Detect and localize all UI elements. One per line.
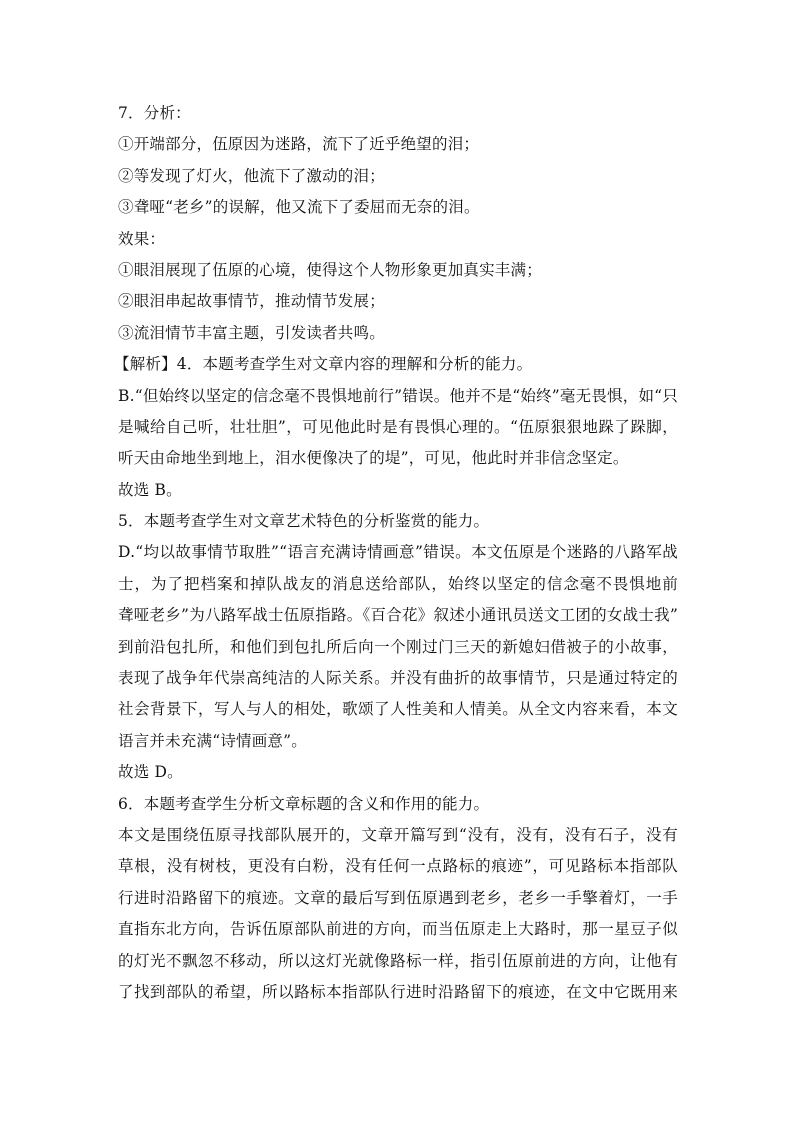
- text-line: 草根，没有树枝，更没有白粉，没有任何一点路标的痕迹”，可见路标本指部队: [118, 857, 678, 876]
- text-line: 是喊给自己听，壮壮胆”，可见他此时是有畏惧心理的。“伍原狠狠地跺了跺脚，: [118, 417, 678, 436]
- text-line: ②等发现了灯火，他流下了激动的泪；: [118, 166, 385, 185]
- text-line: 本文是围绕伍原寻找部队展开的，文章开篇写到“没有，没有，没有石子，没有: [118, 825, 678, 844]
- text-line: 效果：: [118, 229, 166, 248]
- text-line: 7．分析：: [118, 104, 191, 122]
- document-body: [114, 98, 678, 1008]
- text-line: 故选 B。: [118, 480, 182, 499]
- text-line: 聋哑老乡”为八路军战士伍原指路。《百合花》叙述小通讯员送文工团的女战士我”: [118, 606, 678, 625]
- text-line: ③聋哑“老乡”的误解，他又流下了委屈而无奈的泪。: [118, 198, 480, 217]
- text-line: D.“均以故事情节取胜”“语言充满诗情画意”错误。本文伍原是个迷路的八路军战: [118, 543, 678, 562]
- text-line: 士，为了把档案和掉队战友的消息送给部队，始终以坚定的信念毫不畏惧地前: [118, 574, 678, 593]
- text-line: 表现了战争年代崇高纯洁的人际关系。并没有曲折的故事情节，只是通过特定的: [118, 669, 678, 688]
- text-line: 【解析】4．本题考查学生对文章内容的理解和分析的能力。: [114, 355, 533, 374]
- text-line: 了找到部队的希望，所以路标本指部队行进时沿路留下的痕迹，在文中它既用来: [118, 982, 678, 1001]
- text-line: 到前沿包扎所，和他们到包扎所后向一个刚过门三天的新媳妇借被子的小故事，: [118, 637, 678, 656]
- text-line: 直指东北方向，告诉伍原部队前进的方向，而当伍原走上大路时，那一星豆子似: [118, 920, 678, 939]
- text-line: ②眼泪串起故事情节，推动情节发展；: [118, 292, 385, 311]
- text-line: ③流泪情节丰富主题，引发读者共鸣。: [118, 323, 385, 342]
- text-line: 的灯光不飘忽不移动，所以这灯光就像路标一样，指引伍原前进的方向，让他有: [118, 951, 678, 970]
- text-line: 语言并未充满“诗情画意”。: [118, 731, 307, 750]
- text-line: 5．本题考查学生对文章艺术特色的分析鉴赏的能力。: [118, 512, 490, 531]
- text-line: 行进时沿路留下的痕迹。文章的最后写到伍原遇到老乡，老乡一手擎着灯，一手: [118, 888, 678, 907]
- text-line: ①开端部分，伍原因为迷路，流下了近乎绝望的泪；: [118, 135, 480, 154]
- text-line: ①眼泪展现了伍原的心境，使得这个人物形象更加真实丰满；: [118, 260, 542, 279]
- text-line: 社会背景下，写人与人的相处，歌颂了人性美和人情美。从全文内容来看，本文: [118, 700, 678, 719]
- text-line: 听天由命地坐到地上，泪水便像决了的堤”，可见，他此时并非信念坚定。: [118, 449, 629, 468]
- text-line: B.“但始终以坚定的信念毫不畏惧地前行”错误。他并不是“始终”毫无畏惧，如“只: [118, 386, 678, 405]
- text-line: 故选 D。: [118, 763, 183, 782]
- text-line: 6．本题考查学生分析文章标题的含义和作用的能力。: [118, 794, 490, 813]
